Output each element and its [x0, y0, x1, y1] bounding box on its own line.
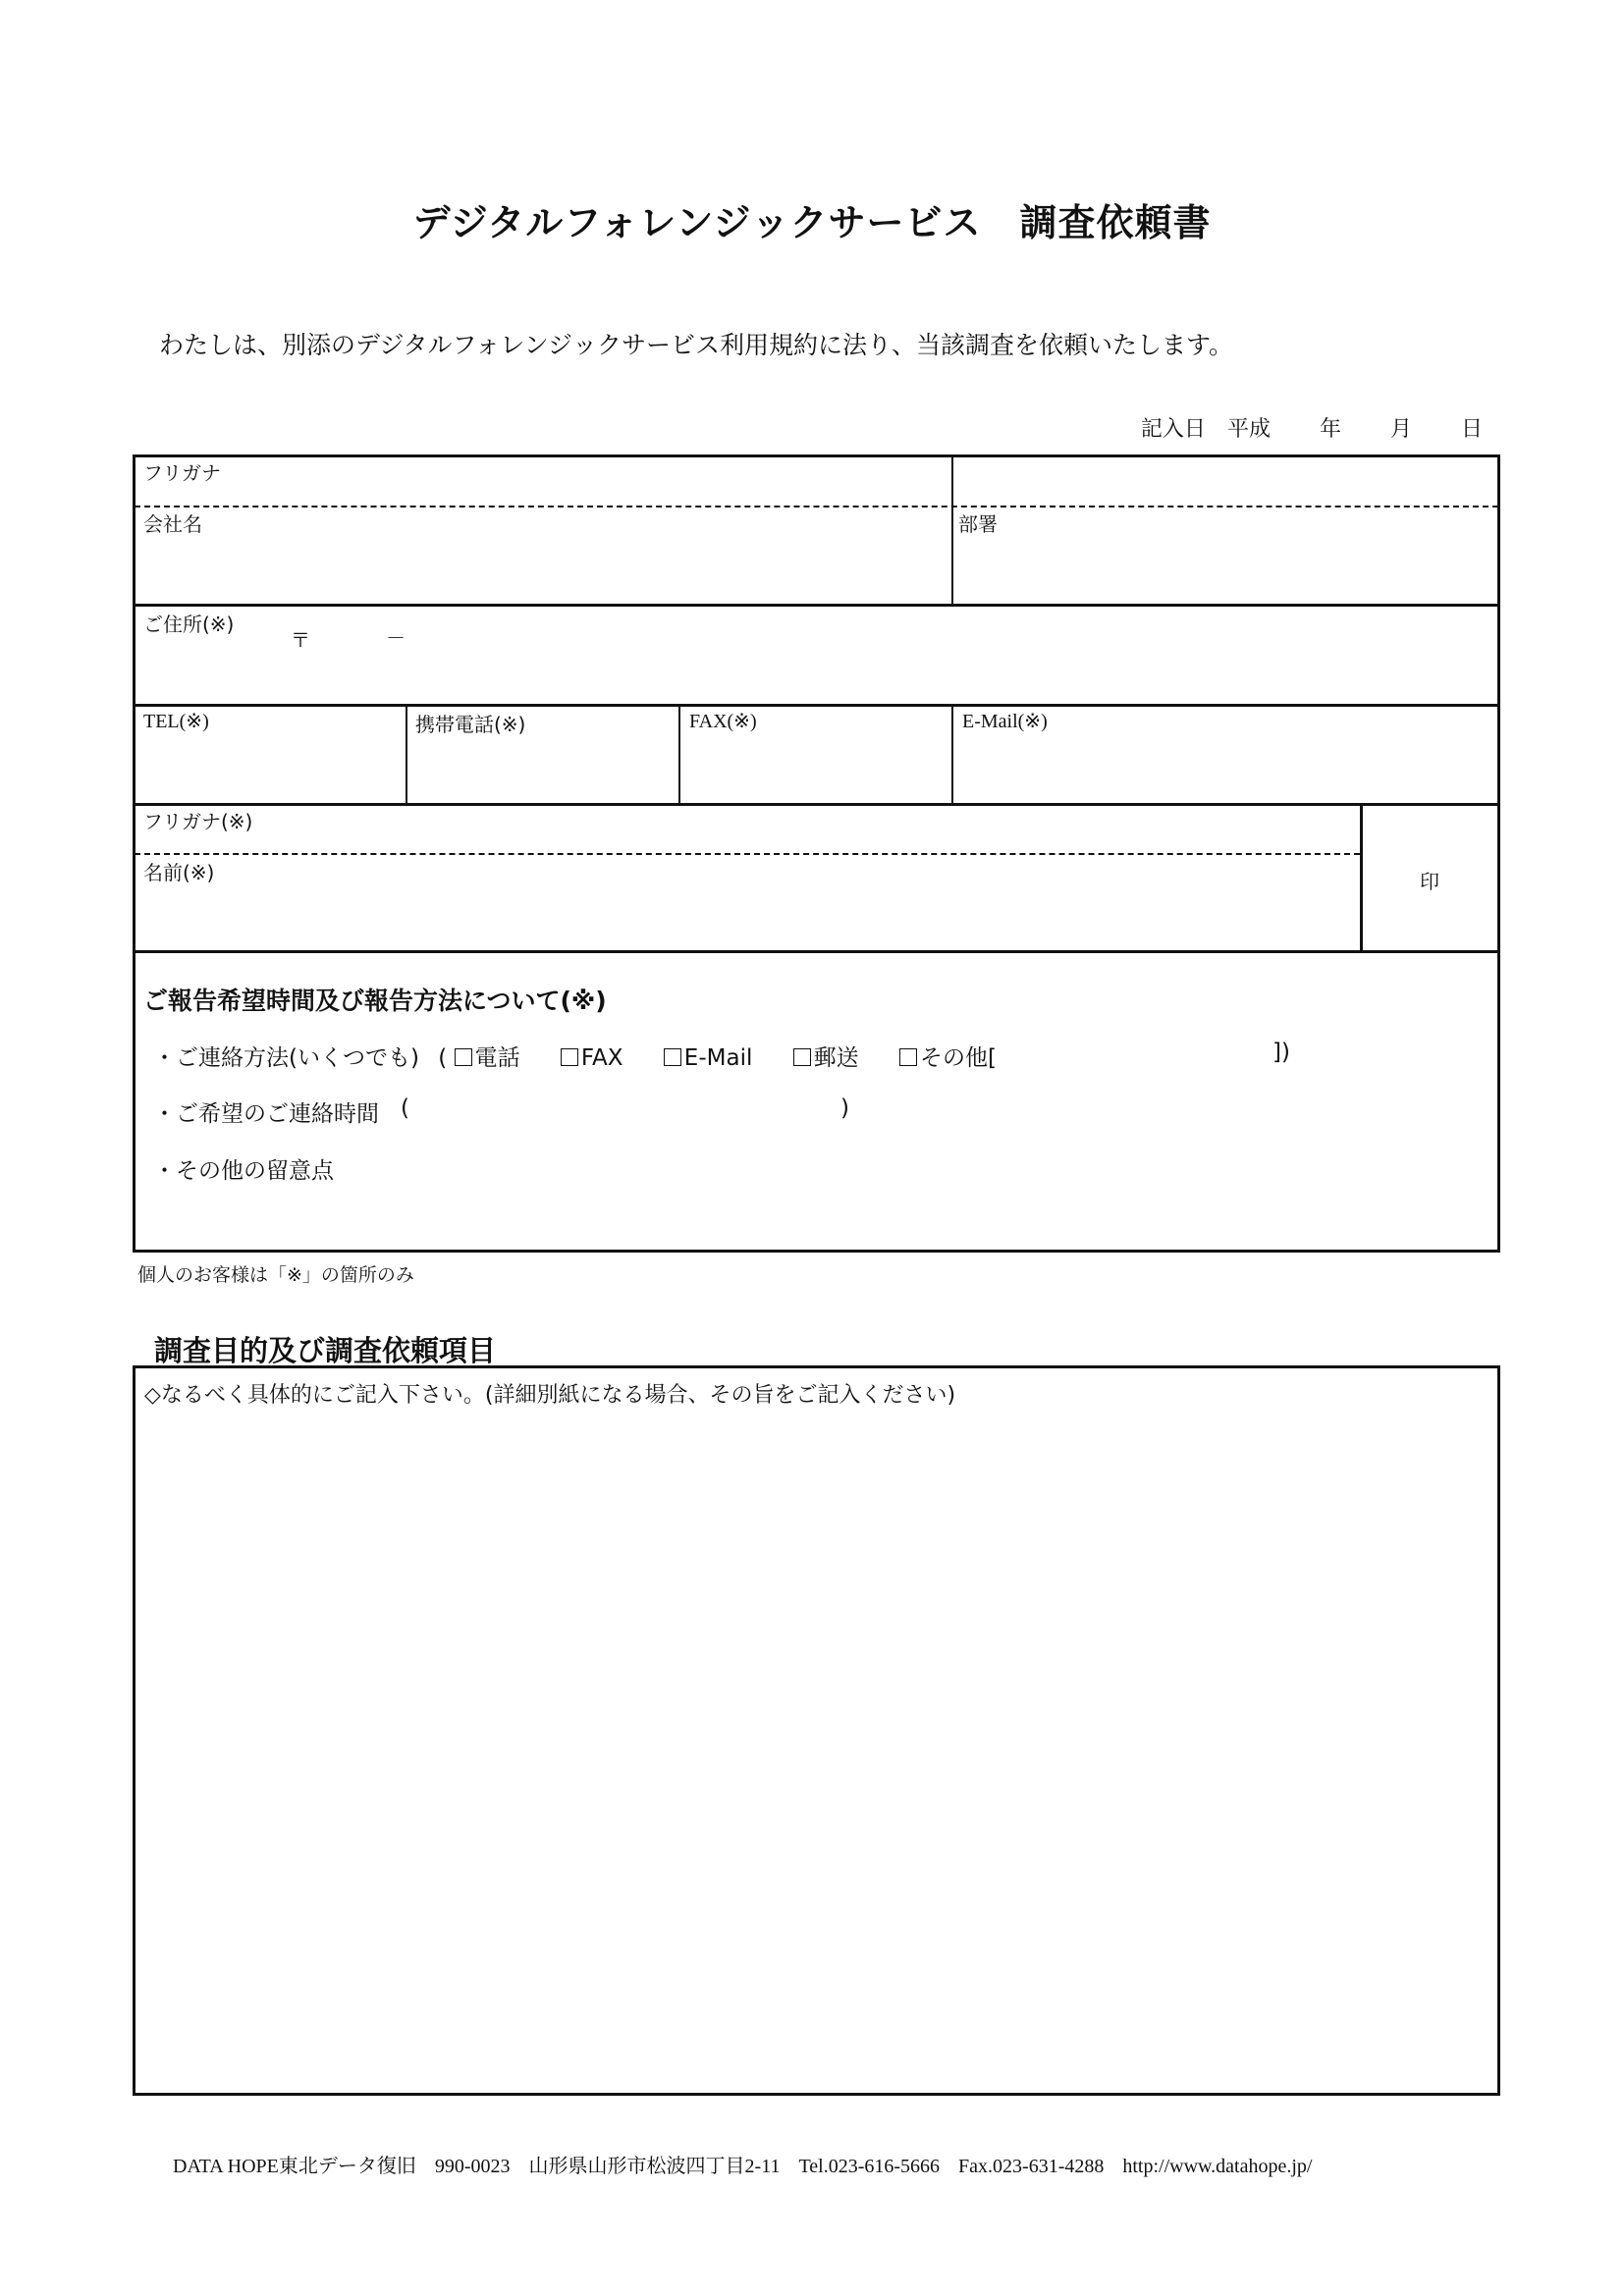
tel-label: TEL(※) [143, 711, 209, 732]
date-day-unit: 日 [1460, 417, 1483, 442]
footer-company: DATA HOPE東北データ復旧 [173, 2156, 416, 2177]
footer-postal: 990-0023 [434, 2156, 511, 2177]
row-divider-1 [135, 604, 1498, 607]
seal-label: 印 [1420, 870, 1439, 893]
fax-checkbox[interactable] [561, 1048, 578, 1066]
postal-mark: 〒 [291, 628, 310, 652]
option-other[interactable] [899, 1045, 997, 1071]
other-checkbox[interactable] [899, 1048, 917, 1066]
document-title: デジタルフォレンジックサービス 調査依頼書 [412, 201, 1212, 244]
email-checkbox[interactable] [664, 1048, 681, 1066]
seal-divider [1360, 804, 1363, 951]
footer-tel: Tel.023-616-5666 [798, 2156, 941, 2177]
investigation-heading: 調査目的及び調査依頼項目 [154, 1334, 497, 1367]
report-heading: ご報告希望時間及び報告方法について(※) [143, 987, 607, 1015]
row-divider-4 [135, 950, 1498, 953]
row-divider-3 [135, 803, 1498, 806]
option-fax[interactable] [561, 1045, 623, 1071]
contact-time-close: ) [840, 1095, 849, 1121]
date-year-unit: 年 [1319, 417, 1341, 442]
option-phone-label: 電話 [474, 1045, 520, 1071]
footer-url[interactable]: http://www.datahope.jp/ [1122, 2156, 1313, 2177]
mail-checkbox[interactable] [793, 1048, 811, 1066]
investigation-hint: ◇なるべく具体的にご記入下さい。(詳細別紙になる場合、その旨をご記入ください) [144, 1383, 956, 1408]
footer [173, 2150, 1326, 2178]
contact-method-label: ・ご連絡方法(いくつでも) [153, 1045, 419, 1071]
name-furigana-label: フリガナ(※) [143, 810, 253, 833]
phone-checkbox[interactable] [455, 1048, 472, 1066]
option-fax-label: FAX [580, 1045, 623, 1071]
contact-method-close: ]) [1272, 1040, 1290, 1065]
option-email[interactable] [664, 1045, 753, 1071]
contact-divider-2 [678, 705, 680, 803]
company-label: 会社名 [143, 512, 202, 536]
individual-customer-note: 個人のお客様は「※」の箇所のみ [137, 1264, 414, 1286]
footer-address: 山形県山形市松波四丁目2-11 [528, 2156, 781, 2177]
option-mail-label: 郵送 [813, 1045, 859, 1071]
date-label: 記入日 [1140, 417, 1206, 442]
other-notes-label: ・その他の留意点 [153, 1158, 334, 1184]
name-label: 名前(※) [143, 861, 215, 884]
postal-dash: － [386, 626, 406, 650]
entry-date-row [1141, 412, 1483, 443]
contact-method-row [153, 1040, 997, 1072]
option-other-label: その他[ [919, 1045, 997, 1071]
email-label: E-Mail(※) [962, 711, 1048, 732]
furigana-label: フリガナ [143, 461, 221, 485]
option-email-label: E-Mail [683, 1045, 753, 1071]
furigana-divider [135, 506, 1498, 507]
contact-divider-3 [951, 705, 953, 803]
contact-method-open: ( [438, 1045, 448, 1071]
row-divider-2 [135, 704, 1498, 707]
address-label: ご住所(※) [143, 613, 235, 636]
footer-fax: Fax.023-631-4288 [958, 2156, 1105, 2177]
option-phone[interactable] [455, 1040, 520, 1072]
company-department-divider [951, 456, 953, 606]
contact-time-open: ( [401, 1095, 409, 1121]
name-furigana-divider [135, 853, 1360, 855]
intro-text: わたしは、別添のデジタルフォレンジックサービス利用規約に法り、当該調査を依頼いたします。 [159, 331, 1234, 359]
department-label: 部署 [958, 512, 998, 536]
date-era: 平成 [1226, 417, 1271, 442]
fax-label: FAX(※) [689, 711, 757, 732]
date-month-unit: 月 [1389, 417, 1412, 442]
contact-divider-1 [406, 705, 407, 803]
investigation-box[interactable] [133, 1365, 1500, 2096]
option-mail[interactable] [793, 1040, 859, 1072]
contact-time-label: ・ご希望のご連絡時間 [153, 1101, 379, 1127]
mobile-label: 携帯電話(※) [415, 713, 526, 736]
